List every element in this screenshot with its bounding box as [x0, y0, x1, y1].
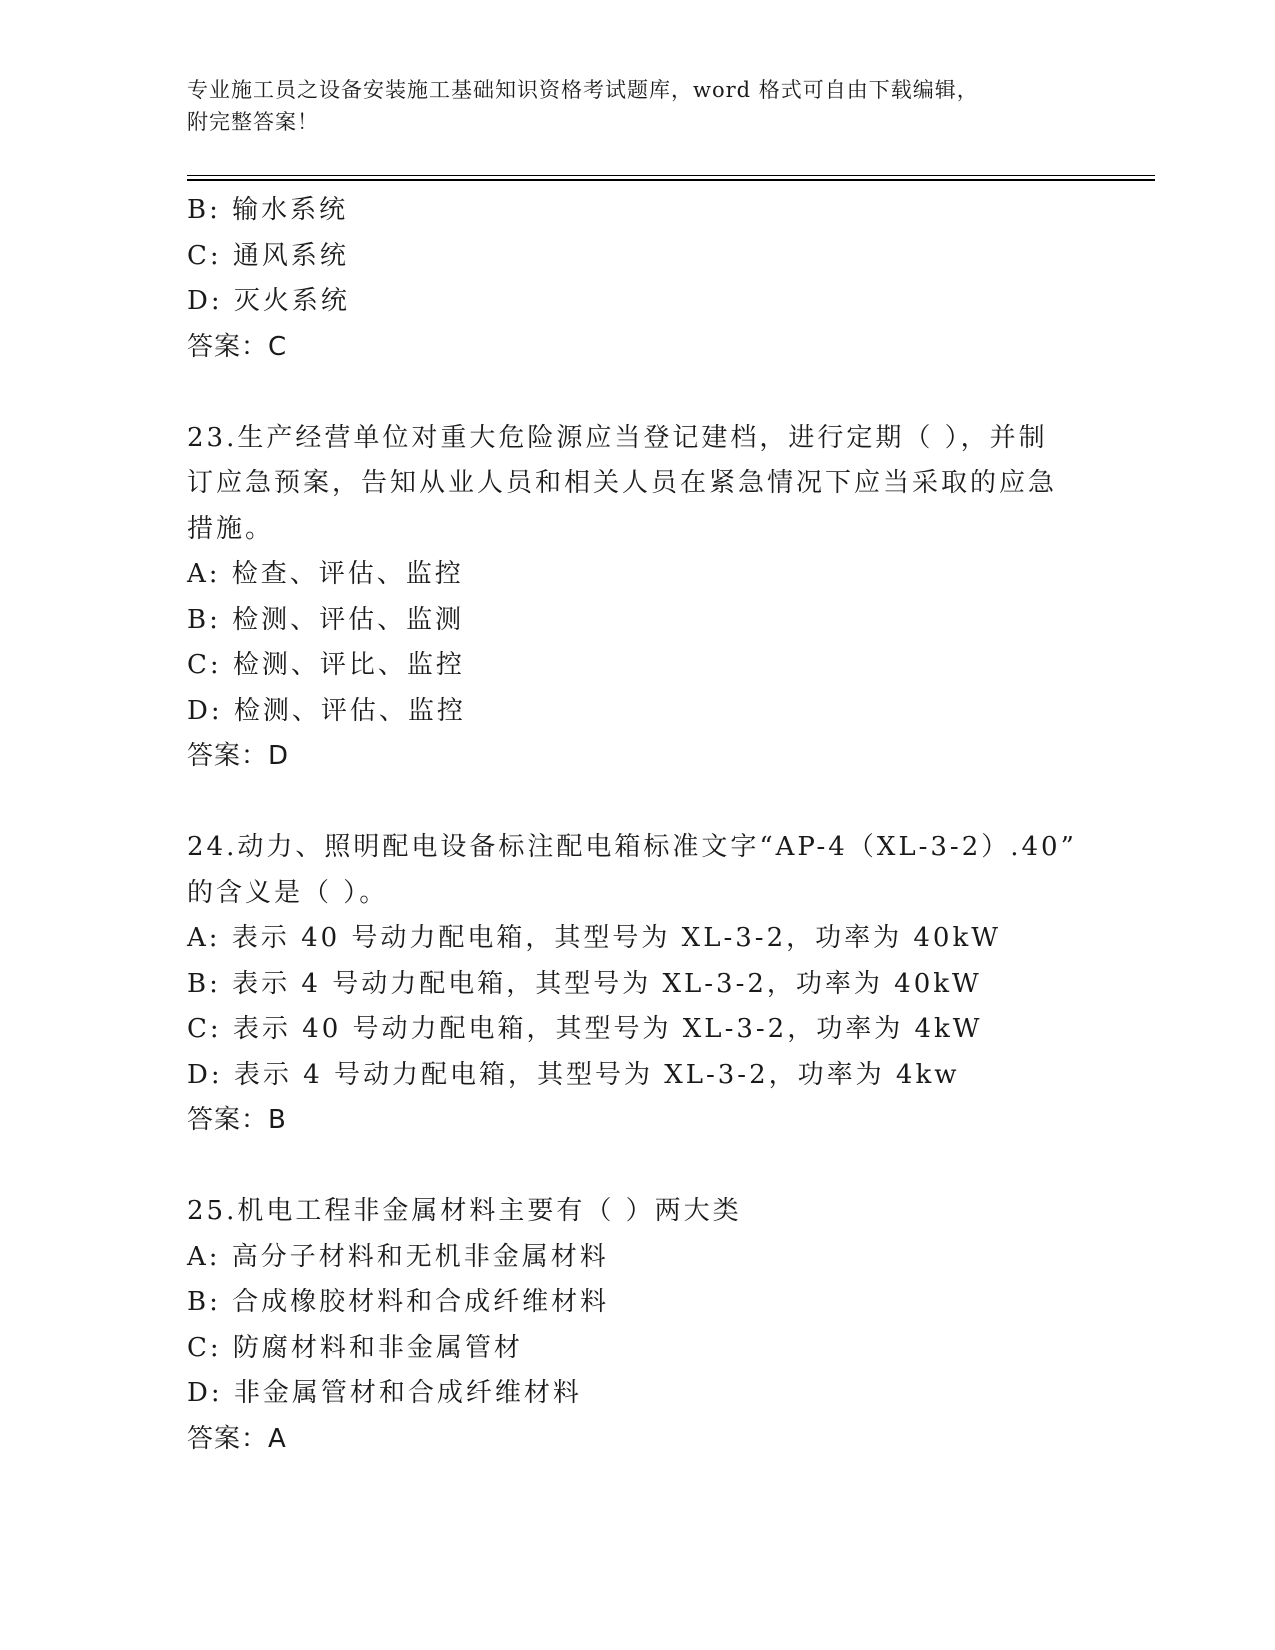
option-a: A: 检查、评估、监控	[187, 559, 464, 589]
question-text-line: 25.机电工程非金属材料主要有（ ）两大类	[187, 1196, 742, 1226]
header-line-2: 附完整答案！	[187, 110, 319, 134]
option-c: C: 防腐材料和非金属管材	[187, 1332, 523, 1363]
document-header	[187, 74, 1067, 138]
option-b: B: 检测、评估、监测	[187, 604, 465, 635]
question-text-line: 订应急预案，告知从业人员和相关人员在紧急情况下应当采取的应急	[187, 468, 1058, 498]
header-divider-thin	[187, 175, 1155, 176]
answer-label: 答案：A	[187, 1423, 287, 1454]
spacer	[187, 1144, 1087, 1190]
question-text-line: 24.动力、照明配电设备标注配电箱标准文字“AP-4（XL-3-2）.40”	[187, 832, 1077, 862]
option-b: B: 表示 4 号动力配电箱，其型号为 XL-3-2，功率为 40kW	[187, 968, 982, 999]
option-d: D: 灭火系统	[187, 286, 350, 316]
answer-label: 答案：B	[187, 1105, 287, 1135]
header-line-1: 专业施工员之设备安装施工基础知识资格考试题库，word 格式可自由下载编辑，	[187, 78, 979, 102]
header-divider-thick	[187, 179, 1155, 181]
option-d: D: 非金属管材和合成纤维材料	[187, 1378, 582, 1408]
option-b: B: 合成橡胶材料和合成纤维材料	[187, 1287, 610, 1317]
question-23	[187, 416, 1087, 780]
option-d: D: 表示 4 号动力配电箱，其型号为 XL-3-2，功率为 4kw	[187, 1059, 960, 1090]
option-a: A: 高分子材料和无机非金属材料	[187, 1241, 609, 1272]
spacer	[187, 780, 1087, 826]
option-d: D: 检测、评估、监控	[187, 695, 466, 726]
option-b: B: 输水系统	[187, 195, 349, 225]
question-24	[187, 825, 1087, 1144]
question-22-tail	[187, 188, 1087, 370]
question-text-line: 措施。	[187, 513, 275, 544]
answer-label: 答案：C	[187, 331, 288, 362]
option-a: A: 表示 40 号动力配电箱，其型号为 XL-3-2，功率为 40kW	[187, 923, 1001, 953]
option-c: C: 表示 40 号动力配电箱，其型号为 XL-3-2，功率为 4kW	[187, 1014, 983, 1044]
answer-label: 答案：D	[187, 741, 290, 771]
option-c: C: 通风系统	[187, 240, 349, 271]
question-text-line: 的含义是（ ）。	[187, 877, 389, 908]
spacer	[187, 370, 1087, 416]
question-25	[187, 1189, 1087, 1462]
option-c: C: 检测、评比、监控	[187, 650, 465, 680]
question-content	[187, 188, 1087, 1462]
question-text-line: 23.生产经营单位对重大危险源应当登记建档，进行定期（ ），并制	[187, 422, 1048, 453]
